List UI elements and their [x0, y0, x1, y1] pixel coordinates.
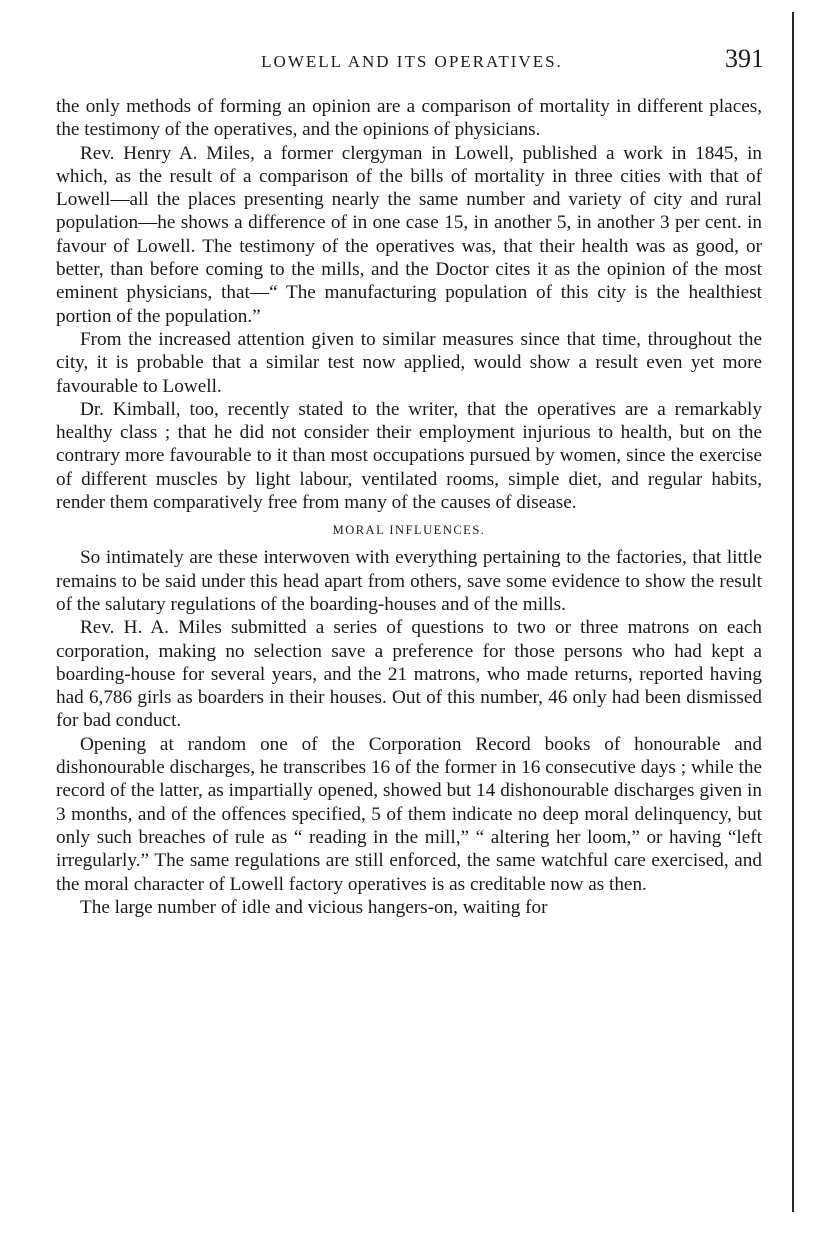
running-title: LOWELL AND ITS OPERATIVES. [261, 52, 563, 71]
paragraph-hangers-on: The large number of idle and vicious hangers-on, waiting for [80, 896, 548, 918]
page-number: 391 [725, 44, 764, 73]
page-header [56, 44, 768, 78]
body-text [56, 95, 762, 919]
page-edge-rule [792, 12, 794, 1212]
paragraph-matrons: Rev. H. A. Miles submitted a series of questions to two or three matrons on each corporation, making no selection save a preference for those persons who had kept a boarding-house for several years, and the 21 matrons, who made returns, reported having had 6,786 girls as boarders in their houses. Out of this number, 46 only had been dismissed for bad conduct. [56, 617, 762, 732]
section-heading: MORAL INFLUENCES. [332, 523, 486, 538]
paragraph-dr-kimball: Dr. Kimball, too, recently stated to the writer, that the operatives are a remarkably healthy class ; that he did not consider their employment injurious to health, but on the contrary more favourable to it than most occupations pursued by women, since the exercise of different muscles by light labour, ventilated rooms, simple diet, and regular habits, render them comparatively free from many of the causes of disease. [56, 398, 762, 514]
paragraph-increased-attention: From the increased attention given to similar measures since that time, throughout the city, it is probable that a similar test now applied, would show a result even yet more favourable to Lowell. [56, 328, 762, 397]
paragraph-continuation: the only methods of forming an opinion are a comparison of mortality in different places, the testimony of the operatives, and the opinions of physicians. [56, 96, 762, 141]
paragraph-record-books: Opening at random one of the Corporation Record books of honourable and dishonourable discharges, he transcribes 16 of the former in 16 consecutive days ; while the record of the latter, as impartially opened, showed but 14 dishonourable discharges given in 3 months, and of the offences specified, 5 of them indicate no deep moral delinquency, but only such breaches of rule as “ reading in the mill,” “ altering her loom,” or having “left irregularly.” The same regulations are still enforced, the same watchful care exercised, and the moral character of Lowell factory operatives is as creditable now as then. [56, 733, 762, 895]
paragraph-miles-1845: Rev. Henry A. Miles, a former clergyman in Lowell, published a work in 1845, in which, as the result of a comparison of the bills of mortality in three cities with that of Lowell—all the places presenting nearly the same number and variety of city and rural population—he shows a difference of in one case 15, in another 5, in another 3 per cent. in favour of Lowell. The testimony of the operatives was, that their health was as good, or better, than before coming to the mills, and the Doctor cites it as the opinion of the most eminent physicians, that—“ The manufacturing population of this city is the healthiest portion of the population.” [56, 142, 762, 327]
paragraph-intimately: So intimately are these interwoven with everything pertaining to the factories, that little remains to be said under this head apart from others, save some evidence to show the result of the salutary regulations of the boarding-houses and of the mills. [56, 547, 762, 615]
